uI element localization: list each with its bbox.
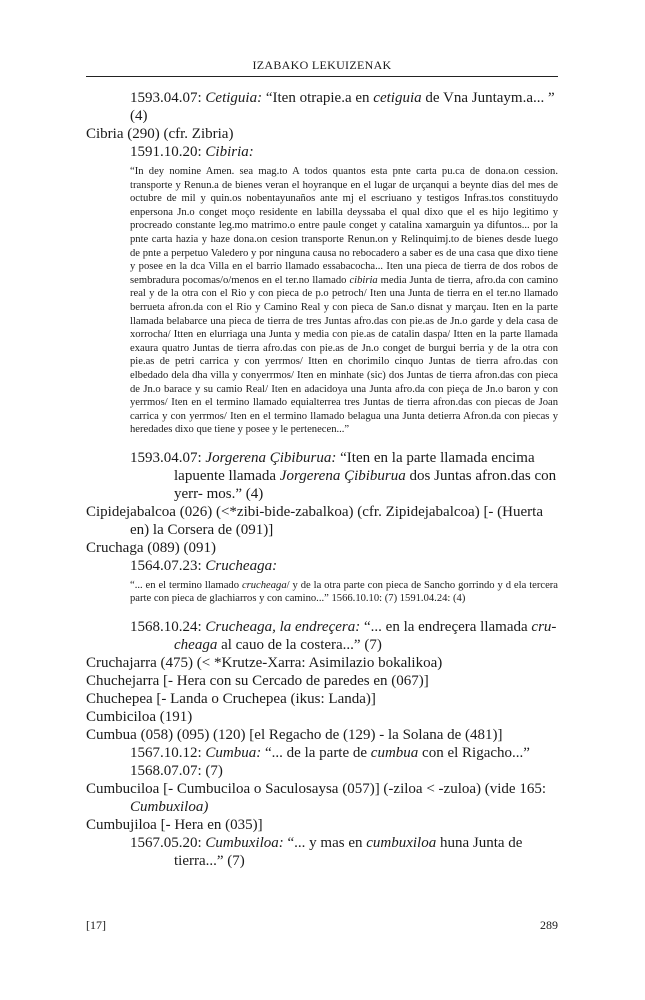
entry-line: Cumbua (058) (095) (120) [el Regacho de (129) - la Solana de (481)] (86, 727, 503, 744)
header-rule (86, 76, 558, 77)
quoted-passage: “... en el termino llamado crucheaga/ y de la otra parte con pieca de Sancho gorrindo y d ela tercera parte con pieca de glachiarros y con camino...” 1566.10.10: (7) 1591.04.24: (4) (130, 579, 559, 605)
entry-line: 1567.10.12: Cumbua: “... de la parte de cumbua con el Rigacho...” (130, 745, 530, 762)
entry-line: Cipidejabalcoa (026) (<*zibi-bide-zabalkoa) (cfr. Zipidejabalcoa) [- (Huerta en) la Corsera de (091)] (86, 503, 543, 538)
quoted-passage: “In dey nomine Amen. sea mag.to A todos quantos esta pnte carta pu.ca de dona.on cession. transporte y Renun.a de bienes veran el hoyranque en el lugar de urçanqui a beynte dias del mes de octubre de mil y quin.os nobentayunaños ante mj el escriuano y testigos Infras.tos constituydo enpersona Jn.o conget moço residente en labilla deyssaba el qual dixo que el es hijo legitimo y procreado constante leg.mo matrimo.o entre paule conget y catalina xamarguin ya difuntos... por la pnte carta hazia y haze dona.on cesion transporte Renun.on y Relinquimj.to de bienes desde luego de pnte a perpetuo Valedero y por ninguna causa no rebocadero a saber es de una casa que dixo tiene y posee en la dca Villa en el barrio llamado essabacocha... Iten una pieca de tierra de dos robos de sembradura pocomas/o/menos en el ter.no llamado cibiria media Junta de tierra, afro.da con camino real y de la otra con el Rio y con pieca de p.o petroch/ Iten una Junta de tierra en el ter.no llamado berrueta afron.da con el Rio y Camino Real y con pieca de San.o disnat y marçau. Iten en la parte llamada belabarce una pieca de tierra de tres Juntas afro.das con pie.as de Jn.o garde y dela casa de xorrocha/ Itten en elurriaga una Junta y media con pie.as de catalin daspa/ Itten en la parte llamada exaura quatro Juntas de tierra afro.das con pie.as de Jn.o conget de burgui berria y de la otra con pie.as de petri carrica y con yerrmos/ Itten en chorimilo cinquo Juntas de tierra afro.das con elbedado dela dha villa y conyerrmos/ Iten en minhate (sic) dos Juntas de tierra afron.das con pieca de Jn.o barace y su camio Real/ Iten en adacidoya una Junta afro.da con pieça de Jn.o baron y con yerrmos/ Iten en el termino llamado equialterrea tres Juntas de tierra afron.das con piecas de Joan carrica y con yerrmos/ Iten en el termino llamado belagua una Junta detierra Afron.da con piecas y heredades dixo que tiene y posee y le pertenecen...” (130, 166, 559, 436)
entry-line: 1593.04.07: Cetiguia: “Iten otrapie.a en cetiguia de Vna Juntaym.a... ” (130, 90, 555, 106)
entry-line: Cruchaga (089) (091) (86, 539, 216, 556)
entry-line: Chuchejarra [- Hera con su Cercado de paredes en (067)] (86, 673, 429, 690)
entries (86, 89, 558, 870)
entry-line: Cruchajarra (475) (< *Krutze-Xarra: Asimilazio bokalikoa) (86, 655, 443, 672)
entry-line: 1568.07.07: (7) (130, 763, 223, 780)
entry-line: (4) (130, 108, 148, 124)
page-body (86, 58, 558, 870)
folio-left: [17] (86, 918, 106, 932)
entry-line: Cumbujiloa [- Hera en (035)] (86, 817, 263, 834)
running-head: IZABAKO LEKUIZENAK (252, 58, 392, 72)
page-number: 289 (540, 918, 558, 932)
entry-line: 1568.10.24: Crucheaga, la endreçera: “... en la endreçera llamada cru- cheaga al cauo de la costera...” (7) (130, 619, 557, 654)
entry-line: 1591.10.20: Cibiria: (130, 144, 254, 160)
entry-line: Cibria (290) (cfr. Zibria) (86, 126, 234, 142)
entry-line: Chuchepea [- Landa o Cruchepea (ikus: Landa)] (86, 691, 376, 708)
entry-line: 1564.07.23: Crucheaga: (130, 557, 278, 574)
entry-line: 1567.05.20: Cumbuxiloa: “... y mas en cumbuxiloa huna Junta de tierra...” (7) (130, 835, 523, 870)
entry-line: Cumbuciloa [- Cumbuciloa o Saculosaysa (057)] (-ziloa < -zuloa) (vide 165: Cumbuxiloa) (86, 781, 546, 816)
entry-line: 1593.04.07: Jorgerena Çibiburua: “Iten en la parte llamada encima lapuente llamada Jorgerena Çibiburua dos Juntas afron.das con yerr- mos.” (4) (130, 449, 557, 502)
entry-line: Cumbiciloa (191) (86, 709, 193, 726)
